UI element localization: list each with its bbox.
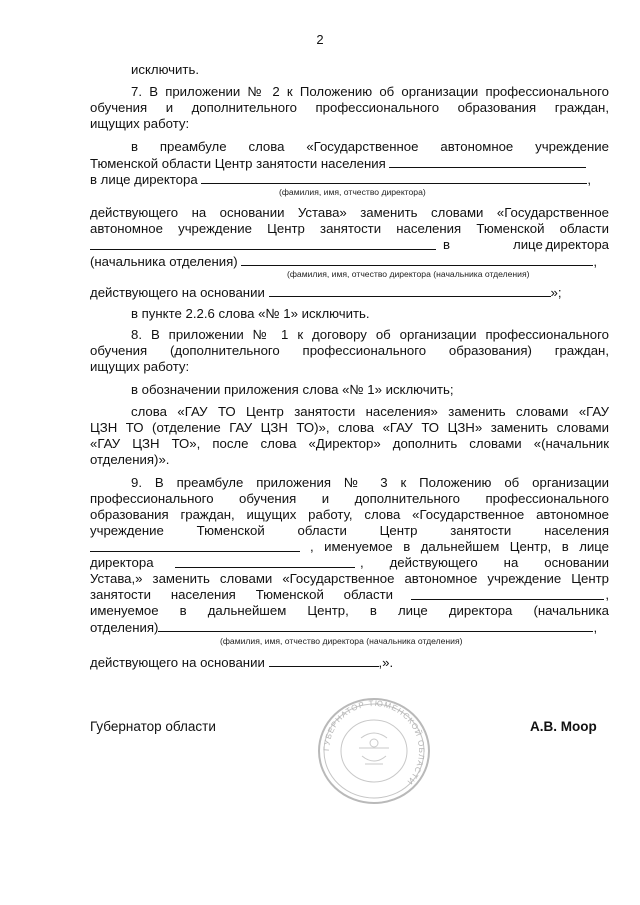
blank-caption: (фамилия, имя, отчество директора (начальника отделения) [220, 636, 463, 646]
text-line: автономное учреждение Центр занятости населения Тюменской области [90, 221, 609, 236]
blank-line [269, 654, 379, 667]
text-line: обучения и дополнительного профессионального образования граждан, [90, 100, 609, 115]
text-line: исключить. [131, 62, 199, 77]
blank-line [269, 284, 551, 297]
page-number: 2 [316, 32, 324, 47]
text-line: учреждение Тюменской области Центр занятости населения [90, 523, 609, 538]
text-line: именуемое в дальнейшем Центр, в лице директора (начальника [90, 603, 609, 618]
official-seal [315, 696, 433, 806]
blank-line [90, 237, 436, 250]
text-segment: , [593, 254, 597, 269]
text-line [90, 619, 609, 636]
text-line: 9. В преамбуле приложения № 3 к Положению об организации [131, 475, 609, 490]
text-line [90, 253, 609, 270]
text-segment: отделения) [90, 620, 159, 635]
text-segment: , действующего на основании [360, 555, 609, 570]
seal-text: ГУБЕРНАТОР ТЮМЕНСКОЙ ОБЛАСТИ [321, 698, 427, 787]
text-line [90, 539, 609, 556]
text-line [90, 284, 609, 301]
text-line [90, 555, 609, 571]
text-line [90, 155, 609, 172]
text-segment: директора [90, 555, 154, 570]
text-segment: (начальника отделения) [90, 254, 238, 269]
text-line: ищущих работу: [90, 116, 190, 131]
signatory-name: А.В. Моор [530, 719, 597, 734]
text-line: образования граждан, ищущих работу, слова «Государственное автономное [90, 507, 609, 522]
text-segment: в лице директора [90, 172, 198, 187]
text-segment: , [605, 587, 609, 602]
blank-line [241, 253, 593, 266]
text-segment: директора [545, 237, 609, 252]
text-segment: , [593, 620, 598, 635]
text-line: действующего на основании Устава» заменить словами «Государственное [90, 205, 609, 220]
text-line [90, 171, 609, 188]
text-line: 8. В приложении № 1 к договору об организации профессионального [131, 327, 609, 342]
blank-line [201, 171, 587, 184]
text-segment: действующего на основании [90, 655, 265, 670]
text-line [90, 654, 609, 671]
text-line: в преамбуле слова «Государственное автономное учреждение [131, 139, 609, 154]
blank-line [175, 555, 355, 568]
text-line: Устава,» заменить словами «Государственное автономное учреждение Центр [90, 571, 609, 586]
blank-caption: (фамилия, имя, отчество директора (начальника отделения) [287, 269, 530, 279]
blank-line [411, 587, 604, 600]
text-segment: , [587, 172, 592, 187]
text-line: в обозначении приложения слова «№ 1» исключить; [131, 382, 454, 397]
text-line: «ГАУ ЦЗН ТО», после слова «Директор» дополнить словами «(начальник [90, 436, 609, 451]
text-line: слова «ГАУ ТО Центр занятости населения» заменить словами «ГАУ [131, 404, 609, 419]
blank-line [90, 539, 300, 552]
text-line [90, 587, 609, 603]
text-segment: занятости населения Тюменской области [90, 587, 393, 602]
text-line: профессионального обучения и дополнительного профессионального [90, 491, 609, 506]
text-segment: действующего на основании [90, 285, 265, 300]
text-segment: , именуемое в дальнейшем Центр, в лице [310, 539, 609, 554]
text-segment: »; [550, 285, 562, 300]
blank-caption: (фамилия, имя, отчество директора) [279, 187, 426, 197]
signatory-position: Губернатор области [90, 719, 216, 734]
text-line [90, 237, 609, 254]
text-segment: в [443, 237, 451, 252]
text-line: 7. В приложении № 2 к Положению об организации профессионального [131, 84, 609, 99]
text-line: обучения (дополнительного профессионального образования) граждан, [90, 343, 609, 358]
text-line: ищущих работу: [90, 359, 190, 374]
blank-line [389, 155, 586, 168]
blank-line [158, 619, 593, 632]
text-line: в пункте 2.2.6 слова «№ 1» исключить. [131, 306, 370, 321]
text-segment: ,». [378, 655, 394, 670]
text-segment: Тюменской области Центр занятости населения [90, 156, 386, 171]
text-line: отделения)». [90, 452, 170, 467]
text-line: ЦЗН ТО (отделение ГАУ ЦЗН ТО)», слова «ГАУ ТО ЦЗН» заменить словами [90, 420, 609, 435]
text-segment: лице [513, 237, 543, 252]
